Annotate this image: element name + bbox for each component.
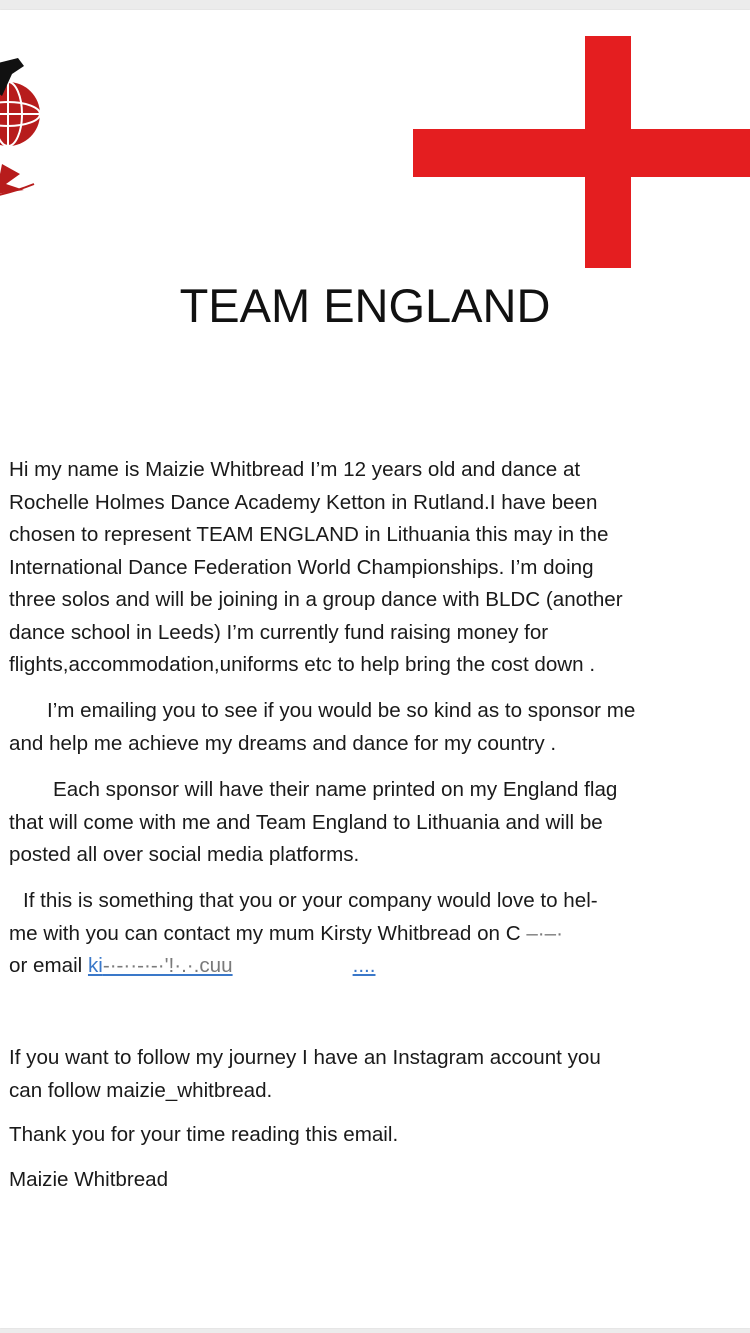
email-link[interactable] [88, 954, 233, 977]
paragraph-contact [9, 885, 744, 983]
england-flag-icon [413, 36, 750, 268]
signature [9, 1164, 744, 1197]
text-line: dance school in Leeds) I’m currently fund raising money for [9, 620, 549, 644]
text-line: Hi my name is Maizie Whitbread I’m 12 years old and dance at [9, 458, 581, 481]
text-line: If this is something that you or your company would love to hel- [23, 889, 598, 912]
text-line [9, 950, 744, 983]
text-line: Thank you for your time reading this email. [9, 1123, 399, 1146]
paragraph-instagram [9, 1042, 744, 1107]
text-line: and help me achieve my dreams and dance for my country . [9, 731, 557, 755]
text-line: Each sponsor will have their name printed on my England flag [53, 778, 618, 801]
email-prefix: or email [9, 954, 88, 977]
email-visible: ki [87, 954, 103, 977]
redacted-phone: –·–· [526, 921, 563, 945]
paragraph-sponsor [9, 774, 744, 872]
text-line [9, 918, 744, 951]
letter-page [0, 10, 750, 1328]
text-line: International Dance Federation World Championships. I’m doing [9, 555, 594, 579]
page-title: TEAM ENGLAND [179, 279, 551, 332]
email-obscured: -·-··-·-·'!·.·.cuu [102, 954, 233, 977]
text-line: three solos and will be joining in a group dance with BLDC (another [9, 588, 623, 611]
paragraph-intro [9, 454, 744, 682]
paragraph-request [9, 695, 744, 760]
text-line: that will come with me and Team England to Lithuania and will be [9, 810, 603, 834]
text-line: chosen to represent TEAM ENGLAND in Lithuania this may in the [9, 523, 609, 546]
flag-cross-horizontal [413, 129, 750, 177]
email-link-tail[interactable]: .... [352, 954, 376, 977]
text-line: posted all over social media platforms. [9, 843, 360, 866]
text-line: If you want to follow my journey I have an Instagram account you [9, 1046, 601, 1069]
paragraph-thanks [9, 1119, 744, 1152]
text-line: Rochelle Holmes Dance Academy Ketton in Rutland.I have been [9, 490, 598, 514]
contact-text: me with you can contact my mum Kirsty Whitbread on C [9, 921, 521, 945]
signature-name: Maizie Whitbread [9, 1168, 169, 1191]
text-line: can follow maizie_whitbread. [9, 1078, 273, 1102]
text-line: flights,accommodation,uniforms etc to help bring the cost down . [9, 653, 596, 676]
dance-federation-logo-icon [0, 44, 54, 214]
text-line: I’m emailing you to see if you would be so kind as to sponsor me [47, 699, 636, 722]
